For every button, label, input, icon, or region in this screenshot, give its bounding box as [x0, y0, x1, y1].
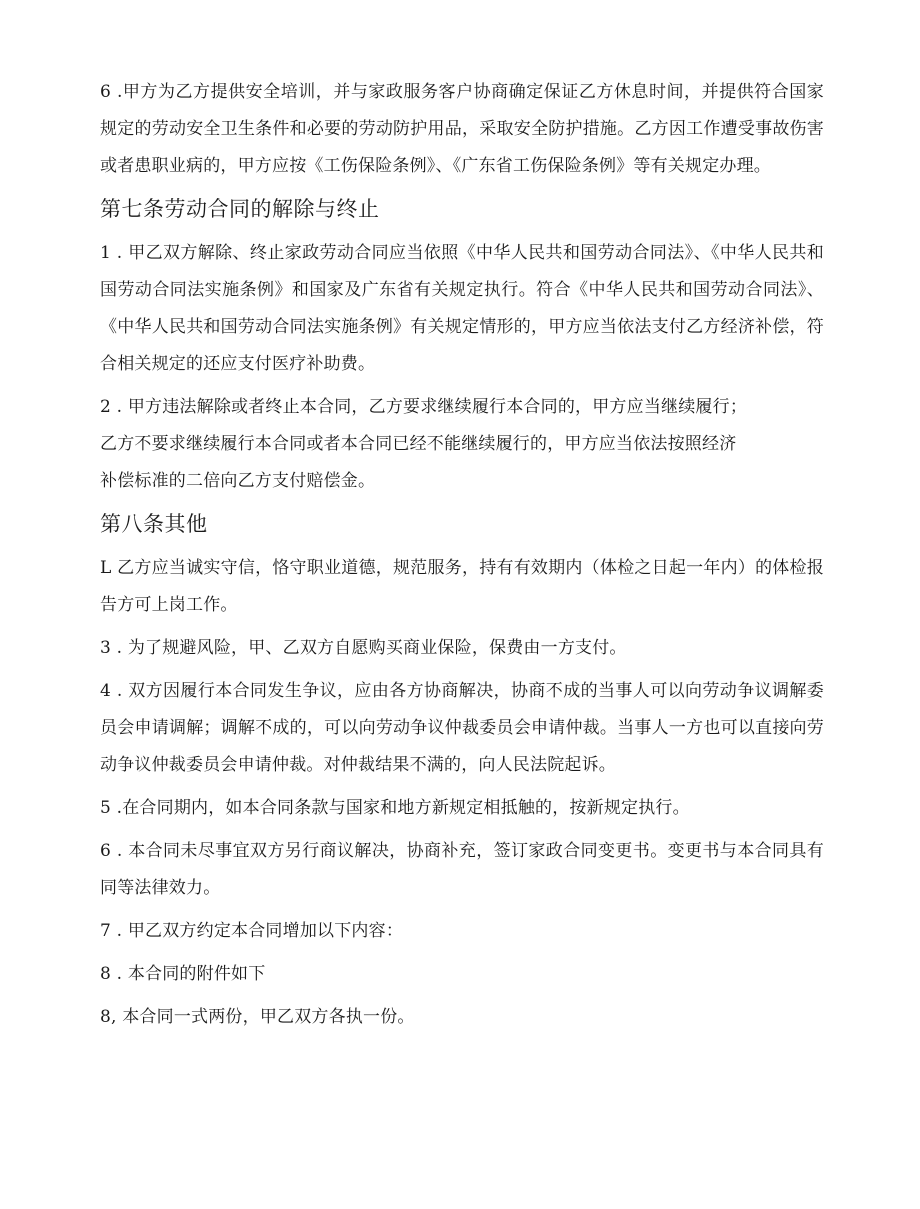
clause-6-safety-training: 6 .甲方为乙方提供安全培训，并与家政服务客户协商确定保证乙方休息时间，并提供符合国家规定的劳动安全卫生条件和必要的劳动防护用品，采取安全防护措施。乙方因工作遭受事故伤害或者患职业病的，甲方应按《工伤保险条例》、《广东省工伤保险条例》等有关规定办理。: [100, 82, 824, 176]
clause-7-2-illegal-termination: [100, 389, 824, 500]
clause-8-7-additions: 7 . 甲乙双方约定本合同增加以下内容：: [100, 921, 404, 941]
clause-8-8-copies: 8, 本合同一式两份，甲乙双方各执一份。: [100, 1007, 415, 1027]
clause-8-1-integrity: L 乙方应当诚实守信，恪守职业道德，规范服务，持有有效期内（体检之日起一年内）的体检报告方可上岗工作。: [100, 558, 824, 615]
section-7-heading: 第七条劳动合同的解除与终止: [100, 197, 380, 221]
document-body: [100, 74, 824, 1042]
clause-7-2-line-2: 乙方不要求继续履行本合同或者本合同已经不能继续履行的，甲方应当依法按照经济: [100, 434, 737, 454]
clause-8-6-supplements: 6 . 本合同未尽事宜双方另行商议解决，协商补充，签订家政合同变更书。变更书与本合同具有同等法律效力。: [100, 841, 824, 898]
clause-8-8-attachments: 8 . 本合同的附件如下: [100, 964, 266, 984]
section-8-heading: 第八条其他: [100, 512, 208, 536]
clause-8-5-regulations: 5 .在合同期内，如本合同条款与国家和地方新规定相抵触的，按新规定执行。: [100, 798, 690, 818]
clause-8-3-insurance: 3 . 为了规避风险，甲、乙双方自愿购买商业保险，保费由一方支付。: [100, 638, 627, 658]
clause-7-2-line-3: 补偿标准的二倍向乙方支付赔偿金。: [100, 471, 376, 491]
clause-8-4-disputes: 4 . 双方因履行本合同发生争议，应由各方协商解决，协商不成的当事人可以向劳动争议调解委员会申请调解；调解不成的，可以向劳动争议仲裁委员会申请仲裁。当事人一方也可以直接向劳动争议仲裁委员会申请仲裁。对仲裁结果不满的，向人民法院起诉。: [100, 681, 824, 775]
clause-7-2-line-1: 2 . 甲方违法解除或者终止本合同，乙方要求继续履行本合同的，甲方应当继续履行；: [100, 397, 748, 417]
clause-7-1-termination: 1 . 甲乙双方解除、终止家政劳动合同应当依照《中华人民共和国劳动合同法》、《中华人民共和国劳动合同法实施条例》和国家及广东省有关规定执行。符合《中华人民共和国劳动合同法》、《中华人民共和国劳动合同法实施条例》有关规定情形的，甲方应当依法支付乙方经济补偿，符合相关规定的还应支付医疗补助费。: [100, 243, 824, 374]
